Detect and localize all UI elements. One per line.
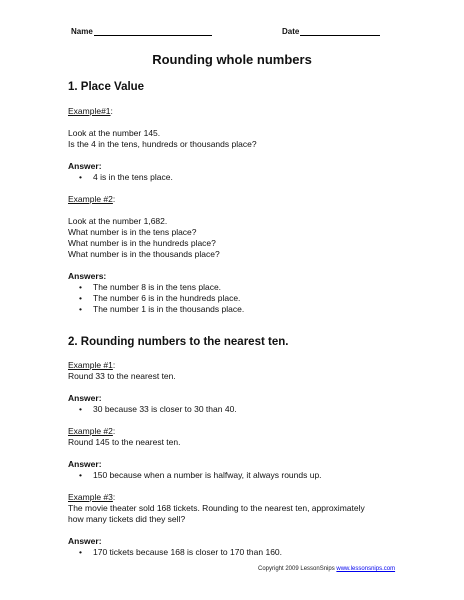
answer-item: • 170 tickets because 168 is closer to 170 than 160. xyxy=(93,547,428,558)
s1-example2-line: What number is in the tens place? xyxy=(68,227,197,237)
s1-example1-line: Look at the number 145. xyxy=(68,128,161,138)
s1-example1-line: Is the 4 in the tens, hundreds or thousands place? xyxy=(68,139,257,149)
s2-example3-line: how many tickets did they sell? xyxy=(68,514,186,524)
answer-item: • 150 because when a number is halfway, it always rounds up. xyxy=(93,470,428,481)
page-title: Rounding whole numbers xyxy=(152,52,312,67)
header xyxy=(0,26,464,40)
s1-example2-label: Example #2: xyxy=(68,194,116,204)
name-label: Name xyxy=(71,27,93,36)
copyright-text: Copyright 2009 LessonSnips xyxy=(258,566,335,572)
s2-example3-answers xyxy=(68,547,428,558)
section2-heading: 2. Rounding numbers to the nearest ten. xyxy=(68,336,289,348)
worksheet-content xyxy=(68,80,428,558)
s2-example1-label: Example #1: xyxy=(68,360,116,370)
footer-link[interactable]: www.lessonsnips.com xyxy=(336,566,396,572)
s2-example2-answer-label: Answer: xyxy=(68,459,102,469)
s2-example3-line: The movie theater sold 168 tickets. Rounding to the nearest ten, approximately xyxy=(68,503,365,513)
answer-item: • The number 8 is in the tens place. xyxy=(93,282,428,293)
s1-example1-label: Example#1: xyxy=(68,106,113,116)
answer-item: • 30 because 33 is closer to 30 than 40. xyxy=(93,404,428,415)
s2-example1-answer-label: Answer: xyxy=(68,393,102,403)
s2-example3-label: Example #3: xyxy=(68,492,116,502)
s1-example2-line: What number is in the thousands place? xyxy=(68,249,220,259)
s2-example2-label: Example #2: xyxy=(68,426,116,436)
s1-example1-answer-label: Answer: xyxy=(68,161,102,171)
s1-example1-answers xyxy=(68,172,428,183)
footer xyxy=(258,566,395,572)
date-line[interactable] xyxy=(300,26,380,36)
name-field[interactable] xyxy=(71,26,212,36)
answer-item: • The number 6 is in the hundreds place. xyxy=(93,293,428,304)
s1-example2-answers xyxy=(68,282,428,315)
s2-example3-answer-label: Answer: xyxy=(68,536,102,546)
s1-example2-answer-label: Answers: xyxy=(68,271,107,281)
s1-example2-line: What number is in the hundreds place? xyxy=(68,238,216,248)
answer-item: • 4 is in the tens place. xyxy=(93,172,428,183)
section1-heading: 1. Place Value xyxy=(68,81,145,93)
answer-item: • The number 1 is in the thousands place. xyxy=(93,304,428,315)
date-label: Date xyxy=(282,27,300,36)
s1-example2-line: Look at the number 1,682. xyxy=(68,216,168,226)
s2-example2-line: Round 145 to the nearest ten. xyxy=(68,437,181,447)
name-line[interactable] xyxy=(94,26,212,36)
s2-example1-answers xyxy=(68,404,428,415)
s2-example1-line: Round 33 to the nearest ten. xyxy=(68,371,176,381)
s2-example2-answers xyxy=(68,470,428,481)
date-field[interactable] xyxy=(282,26,380,36)
